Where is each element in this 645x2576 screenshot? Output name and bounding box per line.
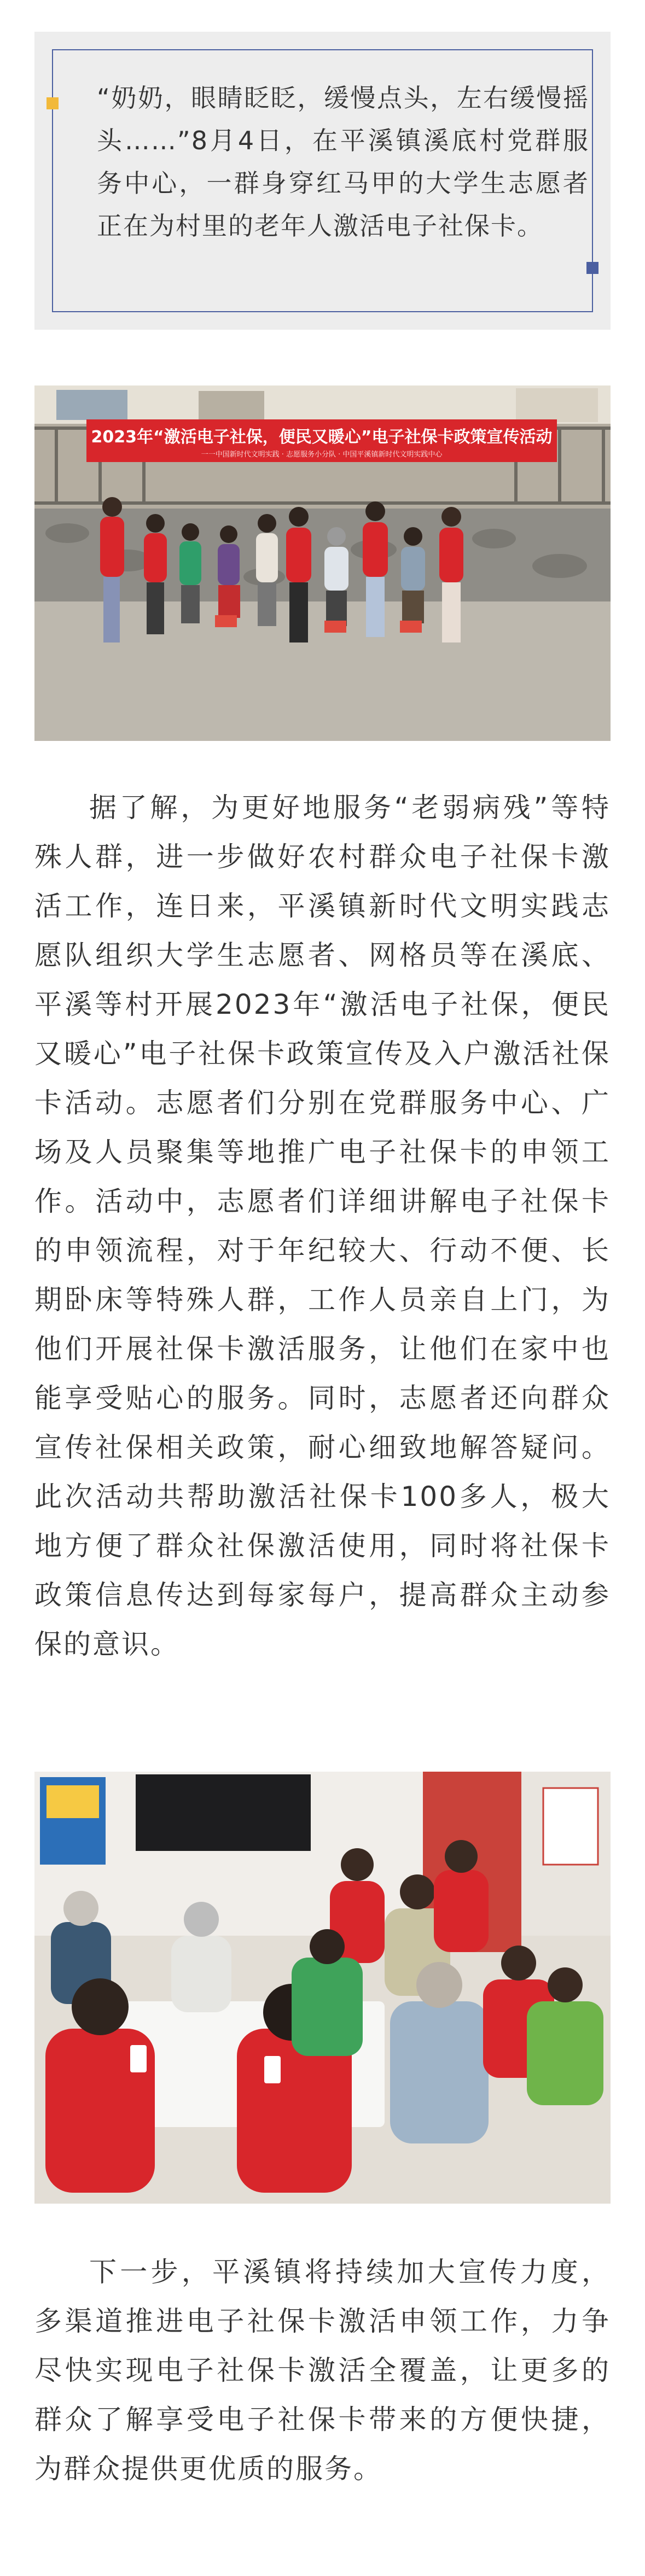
banner-subtitle: 一一中国新时代文明实践 · 志愿服务小分队 · 中国平溪镇新时代文明实践中心 [201, 451, 443, 459]
quote-box [34, 32, 611, 330]
photo-indoor-service-image [34, 1772, 611, 2204]
quote-frame [52, 49, 593, 312]
blue-square-decoration [586, 262, 598, 274]
photo-outdoor-event-image [34, 385, 611, 741]
photo-outdoor-event [34, 385, 611, 741]
photo-indoor-service [34, 1772, 611, 2204]
body-paragraph-2: 下一步，平溪镇将持续加大宣传力度，多渠道推进电子社保卡激活申领工作，力争尽快实现电子社保卡激活全覆盖，让更多的群众了解享受电子社保卡带来的方便快捷，为群众提供更优质的服务。 [34, 2256, 611, 2485]
banner-title: 2023年“激活电子社保，便民又暖心”电子社保卡政策宣传活动 [91, 428, 553, 447]
yellow-square-decoration [47, 97, 59, 109]
quote-text: “奶奶，眼睛眨眨，缓慢点头，左右缓慢摇头……”8月4日，在平溪镇溪底村党群服务中心，一群身穿红马甲的大学生志愿者正在为村里的老年人激活电子社保卡。 [97, 83, 589, 241]
body-paragraph-1: 据了解，为更好地服务“老弱病残”等特殊人群，进一步做好农村群众电子社保卡激活工作，连日来，平溪镇新时代文明实践志愿队组织大学生志愿者、网格员等在溪底、平溪等村开展2023年“激活电子社保，便民又暖心”电子社保卡政策宣传及入户激活社保卡活动。志愿者们分别在党群服务中心、广场及人员聚集等地推广电子社保卡的申领工作。活动中，志愿者们详细讲解电子社保卡的申领流程，对于年纪较大、行动不便、长期卧床等特殊人群，工作人员亲自上门，为他们开展社保卡激活服务，让他们在家中也能享受贴心的服务。同时，志愿者还向群众宣传社保相关政策，耐心细致地解答疑问。此次活动共帮助激活社保卡100多人，极大地方便了群众社保激活使用，同时将社保卡政策信息传达到每家每户，提高群众主动参保的意识。 [34, 792, 611, 1660]
